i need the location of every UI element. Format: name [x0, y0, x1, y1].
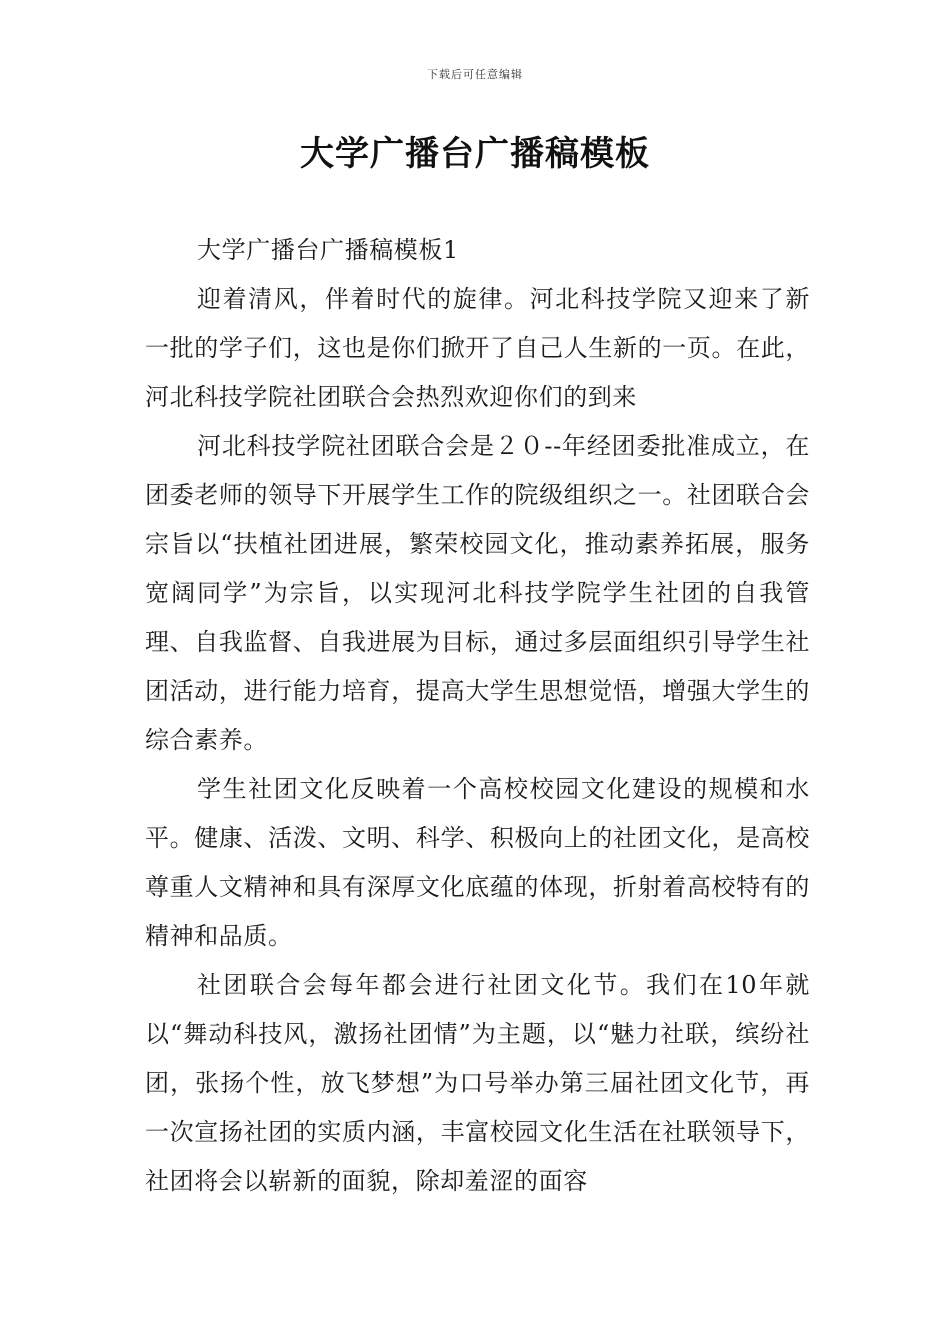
body-paragraph: 河北科技学院社团联合会是２０--年经团委批准成立，在团委老师的领导下开展学生工作的院级组织之一。社团联合会宗旨以“扶植社团进展，繁荣校园文化，推动素养拓展，服务宽阔同学”为宗旨，以实现河北科技学院学生社团的自我管理、自我监督、自我进展为目标，通过多层面组织引导学生社团活动，进行能力培育，提高大学生思想觉悟，增强大学生的综合素养。 [145, 432, 810, 754]
header-note: 下载后可任意编辑 [427, 68, 523, 81]
document-body [145, 226, 810, 1206]
body-paragraph: 社团联合会每年都会进行社团文化节。我们在10年就以“舞动科技风，激扬社团情”为主题，以“魅力社联，缤纷社团，张扬个性，放飞梦想”为口号举办第三届社团文化节，再一次宣扬社团的实质内涵，丰富校园文化生活在社联领导下，社团将会以崭新的面貌，除却羞涩的面容 [145, 971, 810, 1195]
document-title: 大学广播台广播稿模板 [300, 134, 650, 174]
body-paragraph: 迎着清风，伴着时代的旋律。河北科技学院又迎来了新一批的学子们，这也是你们掀开了自己人生新的一页。在此，河北科技学院社团联合会热烈欢迎你们的到来 [145, 285, 810, 411]
subtitle-paragraph: 大学广播台广播稿模板1 [197, 236, 459, 264]
body-paragraph: 学生社团文化反映着一个高校校园文化建设的规模和水平。健康、活泼、文明、科学、积极向上的社团文化，是高校尊重人文精神和具有深厚文化底蕴的体现，折射着高校特有的精神和品质。 [145, 775, 810, 950]
